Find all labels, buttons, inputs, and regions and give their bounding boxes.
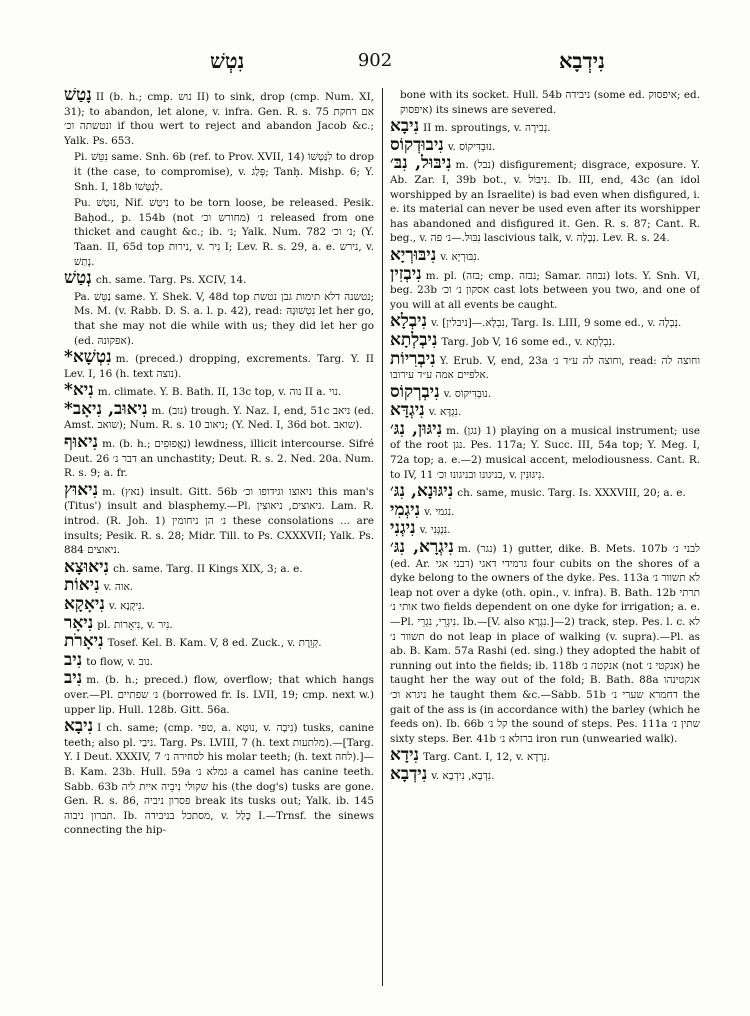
entry-headword: נִיבּוּל, נִבּ׳ [390,153,452,174]
entry-definition: II m. sproutings, v. נְבִירָה. [423,122,551,135]
dictionary-entry [64,196,374,269]
entry-headword: נִידָא [390,745,420,766]
entry-headword: נִיבָא [64,716,94,737]
dictionary-entry [64,347,374,381]
entry-headword: נִיאָקָא [64,594,105,614]
entry-definition: m. (נאץ) insult. Gitt. 56b ניאוצו וגידופו וכ׳ this man's (Titus') insult and blasphemy.—Pl. ניאוצים, ניאוּצִין. Lam. R. introd. (R. Joh. 1) נ׳ הן ניחומין these consolations ... are insults; Pesik. R. s. 28; Midr. Till. to Ps. CXXXVII; Yalk. Ps. 884 ניאוצים. [64,485,374,557]
dictionary-entry [64,150,374,194]
entry-headword: נִיבְלָא [390,311,428,332]
entry-headword: נִיבּוּרְיָא [390,244,437,265]
entry-headword: *נִיא [64,380,94,401]
entry-headword: *נִיאוּב, נִיאָב [64,398,148,419]
entry-definition: m. climate. Y. B. Bath. II, 13c top, v. נוה II a. נוי. [97,386,342,399]
entry-headword: נִיבְרְקוֹס [390,381,440,402]
entry-definition: v. נִבּוּרְיָא. [440,250,480,263]
entry-definition: ch. same. Targ. Ps. XCIV, 14. [95,274,247,287]
entry-headword: נִיגְמִי [390,499,421,520]
dictionary-entry [64,398,374,433]
entry-definition: Tosef. Kel. B. Kam. V, 8 ed. Zuck., v. קְוֵרֶת. [107,637,322,650]
entry-headword: נִיאוֹת [64,575,100,596]
header-left-word: נִטְשׁ [210,48,245,73]
entry-definition: v. נגמי. [424,505,455,518]
dictionary-entry [390,537,700,746]
entry-headword: נִיב [64,649,83,670]
entry-definition: II (b. h.; cmp. נוש II) to sink, drop (cmp. Num. XI, 31); to abandon, let alone, v. infra. Gen. R. s. 75 אם רחקת ונטשתה וכ׳ if thou wert to reject and abandon Jacob &c.; Yalk. Ps. 653. [64,91,374,147]
dictionary-entry [64,575,374,596]
entry-headword: נִיאוּף [64,432,99,453]
entry-definition: ch. same, music. Targ. Is. XXXVIII, 20; a. e. [457,487,686,500]
dictionary-entry [390,134,700,155]
entry-definition: v. נוּבְדִּיקוֹס. [447,140,496,153]
entry-definition: m. (preced.) dropping, excrements. Targ. Y. II Lev. I, 16 (h. text נוצה). [64,353,374,380]
dictionary-entry [390,418,700,482]
dictionary-entry [64,716,374,838]
entry-headword: נִיבָא [390,116,420,137]
entry-headword: נִיאוּצָא [64,556,110,577]
entry-definition: v. נוּבְדִּיקוֹס. [443,387,492,400]
entry-definition: to flow, v. נוב. [86,655,153,668]
column-divider [382,88,383,986]
dictionary-entry [64,649,374,670]
dictionary-entry [64,631,374,652]
entry-definition: Y. Erub. V, end, 23a וחוצה לה ע״ד נ׳, read: וחוצה לה אלפיים אמה ע״ד עירובו. [390,354,700,382]
entry-headword: נִיבְרִיוֹת [390,348,436,369]
entry-definition: m. (b. h.; preced.) flow, overflow; that which hangs over.—Pl. נ׳ שפתיים (borrowed fr. Is. LVII, 19; cmp. next w.) upper lip. Hull. 128b. Gitt. 56a. [64,674,374,716]
entry-definition: m. (נבל) disfigurement; disgrace, exposure. Y. Ab. Zar. I, 39b bot., v. נִיבּוֹל. Ib. III, end, 43c (an idol worshipped by an Israelite) is bad even when disfigured, i. e. its material can never be used even after its worshipper has abandoned and disfigured it. Gen. R. s. 87; Cant. R. beg., v. נִבּוּל.—נ׳ פה lascivious talk, v. נְבָלָה. Lev. R. s. 24. [390,159,700,245]
dictionary-entry [64,556,374,577]
dictionary-entry [390,518,700,539]
entry-headword: נִיאוּץ [64,479,99,500]
entry-definition: Pu. נוּטַשׁ, Nif. נִיטַשׁ to be torn loose, be released. Pesik. Baḥod., p. 154b (not מחורש וכ׳) נ׳ released from one thicket and caught &c.; ib. נ׳; Yalk. Num. 782 נ׳ וכ׳; (Y. Taan. II, 65d top נירות, v. נִיר I; Lev. R. s. 29, a. e. נירש, v. נָתַשׁ. [74,197,374,268]
entry-headword: נִיגְנִי [390,518,416,539]
dictionary-entry [390,481,700,502]
dictionary-entry [390,348,700,383]
entry-definition: bone with its socket. Hull. 54b ניבידה (some ed. איפסוק; ed. איפסוק) its sinews are severed. [400,89,700,116]
entry-definition: Pi. נִטֵּשׁ same. Snh. 6b (ref. to Prov. XVII, 14) לִנַּטְּשׁוֹ to drop it (the case, to compromise), v. פְּלַג; Tanḥ. Mishp. 6; Y. Snh. I, 18b לִנַטְּשׁוֹ. [74,151,374,193]
dictionary-entry [64,268,374,289]
dictionary-entry [390,499,700,520]
entry-definition: I ch. same; (cmp. טפי, a. נוּטָא, v. נִיבָה) tusks, canine teeth; also pl. ניבַי. Targ. Ps. LVIII, 7 (h. text מלתעות).—[Targ. Y. I Deut. XXXIV, 7 לסחירה נ׳ his molar teeth; (h. text לחה).]—B. Kam. 23b. Hull. 59a גמלא נ׳ a camel has canine teeth. Sabb. 63b שקולי נִיבֵיה איית ליה his (the dog's) tusks are gone. Gen. R. s. 86, פסרון ניביה break its tusks out; Yalk. ib. 145 תברון ניבוה. Ib. מסתכל בניבידה, v. כָּלַל I.—Trnsf. the sinews connecting the hip- [64,722,374,837]
header-right-word: נִידְבָא [558,48,605,73]
dictionary-entry [390,763,700,784]
entry-headword: נִיבְזִין [390,263,422,284]
dictionary-entry [390,153,700,246]
entry-definition: m. pl. (בזה; cmp. נבזה; Samar. נבוזה) lots. Y. Snh. VI, beg. 23b אסקון נ׳ וכ׳ cast lots between you two, and one of you will at all events be caught. [390,269,700,311]
left-column [64,88,374,998]
entry-headword: נִיאָר [64,612,94,633]
entry-definition: pl. נִיאָרוֹת, v. נִיִר. [97,618,173,631]
dictionary-entry [64,380,374,401]
entry-headword: נִיגּוּנָא, נִגּ׳ [390,481,454,502]
dictionary-entry [390,329,700,350]
entry-definition: Targ. Job V, 16 some ed., v. נִבְלְתָא. [441,335,616,348]
entry-definition: m. (נגן) 1) playing on a musical instrument; use of the root נגן. Pes. 117a; Y. Succ. III, 54a top; Y. Meg. I, 72a top; a. e.—2) musical accent, melodiousness. Cant. R. to IV, 11 בניגונו ובניגונו וכ׳, v. נִיגוּנִין. [390,424,700,481]
entry-definition: v. נִגְדָּא. [428,406,462,419]
entry-headword: נִיגְדָּא [390,400,425,421]
entry-headword: נִיגְרָא, נִגּ׳ [390,537,454,558]
entry-definition: m. (נוב) trough. Y. Naz. I, end, 51c ניאב (ed. Amst. שואב); Num. R. s. 10 ניאוב; (Y. Ned. I, 36d bot. שואב). [64,404,374,432]
entry-headword: נִיבְלְתָא [390,329,438,350]
dictionary-entry [64,290,374,348]
dictionary-entry [64,668,374,717]
entry-headword: נִידְבָא [390,763,428,784]
entry-definition: v. אוה. [103,581,134,594]
dictionary-entry [390,263,700,313]
dictionary-entry [64,612,374,633]
entry-headword: נִיבוּדְקוֹס [390,134,444,155]
entry-definition: v. נִדְבָא, נִידְבָא. [431,769,495,782]
entry-definition: v. נִנְגְּנִי. [419,524,451,537]
dictionary-entry [64,479,374,558]
entry-definition: Targ. Cant. I, 12, v. נִרְדָא. [423,751,551,764]
dictionary-entry [390,88,700,117]
dictionary-entry [390,400,700,421]
entry-headword: *נִטְשָׁא [64,347,112,368]
entry-headword: נְטַשׁ [64,268,92,289]
entry-headword: נִיב [64,668,83,689]
entry-definition: m. (b. h.; נַאֲפוּפִים) lewdness, illicit intercourse. Sifré Deut. 26 דבר נ׳ an unchastity; Deut. R. s. 2. Ned. 20a. Num. R. s. 9; a. fr. [64,438,374,480]
dictionary-entry [64,432,374,481]
dictionary-entry [390,116,700,137]
dictionary-entry [390,745,700,766]
dictionary-entry [64,88,374,148]
dictionary-entry [390,244,700,265]
entry-headword: נִיגּוּן, נִגּ׳ [390,418,443,439]
entry-definition: Pa. נַטֵּשׁ same. Y. Shek. V, 48d top נטשנה דלא תימות גבן נטשת; Ms. M. (v. Rabb. D. S. a. l. p. 42), read: נִטְשׁוּנָהּ let her go, that she may not die while with us; they did let her go (ed. אפקוּנהּ). [74,290,374,347]
entry-definition: v. נִבְלָא.—[ניבלין], Targ. Is. LIII, 9 some ed., v. נְבְלָה. [431,317,682,330]
entry-headword: נָטַשׁ [64,88,92,105]
entry-definition: m. (נגר) 1) gutter, dike. B. Mets. 107b לבני נ׳ (ed. Ar. דבני אגי) גרמידי דאגי four cubits on the shores of a dyke belong to the owners of the dyke. Pes. 113a לא תשוור נ׳ leap not over a dyke (oth. opin., v. infra). B. Bath. 12b תרתי אותי נ׳ two fields dependent on one dyke for irrigation; a. e.—Pl. נִיגְרֵי, נִגְרֵי. Ib.—[V. also נִגְרָא.]—2) track, step. Pes. l. c. לא תשוור נ׳ do not leap in place of walking (v. supra).—Pl. as ab. B. Kam. 57a Rashi (ed. sing.) they adopted the habit of running out into the fields; ib. 118b אנקטה נ׳ (not אנקטי נ׳) he taught her the way out of the fold; B. Bath. 88a אנקטינהו ניגרא וכ׳ he taught them &c.—Sabb. 51b דחמרא שערי נ׳ the gait of the ass is (in accordance with) the barley (which he feeds on). Ib. 66b קל נ׳ the sound of steps. Pes. 111a שתין נ׳ sixty steps. Ber. 41b ברזלא נ׳ iron run (unwearied walk). [390,543,700,745]
dictionary-entry [390,311,700,332]
page-header [60,48,690,76]
entry-definition: ch. same. Targ. II Kings XIX, 3; a. e. [113,562,303,575]
entry-headword: נִיאָרֹת [64,631,104,652]
dictionary-entry [390,381,700,402]
right-column [390,88,700,998]
dictionary-entry [64,594,374,614]
page-number: 902 [357,50,393,71]
entry-definition: v. נִיקְנָא. [108,600,145,612]
